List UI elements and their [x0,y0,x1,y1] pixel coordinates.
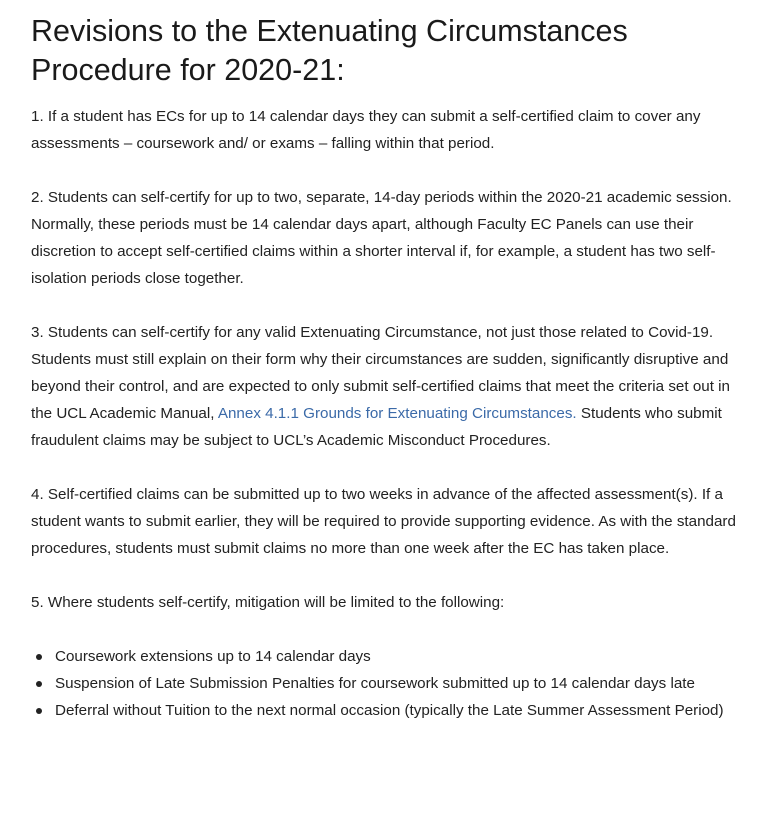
paragraph-4: 4. Self-certified claims can be submitted up to two weeks in advance of the affected assessment(s). If a student wants to submit earlier, they will be required to provide supporting evidence. As with the standard procedures, students must submit claims no more than one week after the EC has taken place. [31,486,736,557]
paragraph-5: 5. Where students self-certify, mitigation will be limited to the following: [31,594,505,611]
list-item-text: Suspension of Late Submission Penalties for coursework submitted up to 14 calendar days late [55,675,695,692]
bullet-icon [36,708,42,714]
bullet-icon [36,654,42,660]
bullet-icon [36,681,42,687]
mitigation-list [31,643,740,724]
paragraph-2: 2. Students can self-certify for up to two, separate, 14-day periods within the 2020-21 academic session. Normally, these periods must be 14 calendar days apart, although Faculty EC Panels can use their discretion to accept self-certified claims within a shorter interval if, for example, a student has two self-isolation periods close together. [31,189,732,287]
paragraph-3 [31,319,740,454]
page-title: Revisions to the Extenuating Circumstances Procedure for 2020-21: [31,14,628,87]
list-item [55,697,740,724]
list-item-text: Deferral without Tuition to the next normal occasion (typically the Late Summer Assessment Period) [55,702,724,719]
list-item-text: Coursework extensions up to 14 calendar days [55,648,371,665]
list-item [55,643,740,670]
annex-grounds-link[interactable]: Annex 4.1.1 Grounds for Extenuating Circumstances. [217,405,577,422]
list-item [55,670,740,697]
paragraph-3-text-end: Students who submit fraudulent claims may be subject to UCL’s Academic Misconduct Procedures. [31,405,722,449]
paragraph-1: 1. If a student has ECs for up to 14 calendar days they can submit a self-certified claim to cover any assessments – coursework and/ or exams – falling within that period. [31,108,701,152]
paragraph-3-text-start: 3. Students can self-certify for any valid Extenuating Circumstance, not just those related to Covid-19. Students must still explain on their form why their circumstances are sudden, significantly disruptive and beyond their control, and are expected to only submit self-certified claims that meet the criteria set out in the UCL Academic Manual, [31,324,730,422]
